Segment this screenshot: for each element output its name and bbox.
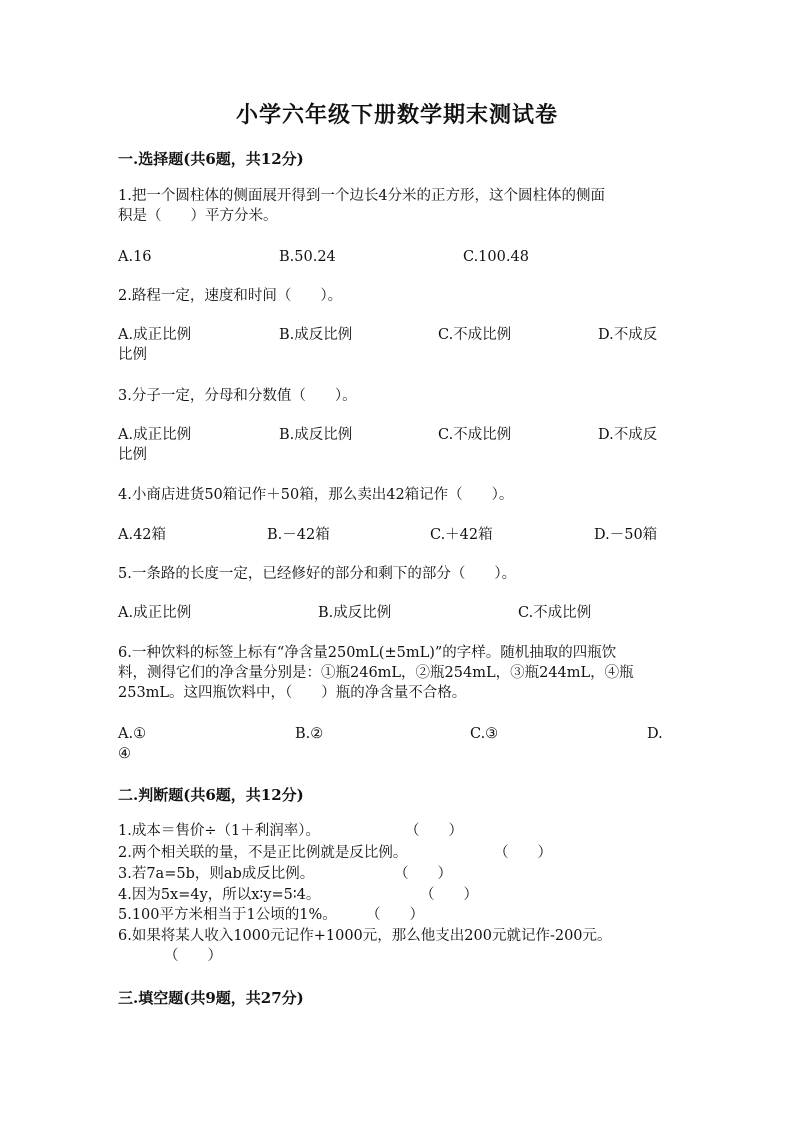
judge-item-2: 2.两个相关联的量，不是正比例就是反比例。 bbox=[118, 845, 408, 861]
q2-option-d-wrap: 比例 bbox=[118, 347, 147, 363]
q1-option-a: A.16 bbox=[118, 249, 152, 265]
judge-item-3-blank[interactable]: （ ） bbox=[394, 866, 452, 882]
judge-item-6-blank[interactable]: （ ） bbox=[164, 948, 222, 964]
q1-option-c: C.100.48 bbox=[463, 249, 529, 265]
q3-option-d: D.不成反 bbox=[598, 427, 658, 443]
q5-stem: 5.一条路的长度一定，已经修好的部分和剩下的部分（ ）。 bbox=[118, 566, 517, 582]
q6-option-c: C.③ bbox=[470, 726, 499, 742]
page-title: 小学六年级下册数学期末测试卷 bbox=[235, 102, 558, 128]
judge-item-4: 4.因为5x=4y，所以x∶y=5∶4。 bbox=[118, 887, 321, 903]
q2-option-b: B.成反比例 bbox=[279, 327, 353, 343]
q2-option-a: A.成正比例 bbox=[118, 327, 192, 343]
judge-item-5-blank[interactable]: （ ） bbox=[366, 907, 424, 923]
q4-option-b: B.－42箱 bbox=[267, 527, 330, 543]
q1-stem-line2: 积是（ ）平方分米。 bbox=[118, 208, 278, 224]
judge-item-6: 6.如果将某人收入1000元记作+1000元，那么他支出200元就记作-200元。 bbox=[118, 928, 612, 944]
q5-option-b: B.成反比例 bbox=[318, 605, 392, 621]
judge-item-4-blank[interactable]: （ ） bbox=[420, 887, 478, 903]
q2-option-c: C.不成比例 bbox=[438, 327, 512, 343]
q3-option-a: A.成正比例 bbox=[118, 427, 192, 443]
judge-item-3: 3.若7a=5b，则ab成反比例。 bbox=[118, 866, 315, 882]
q3-option-c: C.不成比例 bbox=[438, 427, 512, 443]
q6-option-a: A.① bbox=[118, 726, 147, 742]
q4-stem: 4.小商店进货50箱记作＋50箱，那么卖出42箱记作（ ）。 bbox=[118, 487, 514, 503]
q3-stem: 3.分子一定，分母和分数值（ ）。 bbox=[118, 388, 357, 404]
q6-stem-line3: 253mL。这四瓶饮料中，（ ）瓶的净含量不合格。 bbox=[118, 685, 467, 701]
section-heading-choice: 一.选择题(共6题，共12分) bbox=[118, 150, 304, 168]
q6-option-d: D. bbox=[647, 726, 663, 742]
q6-option-b: B.② bbox=[295, 726, 324, 742]
q6-stem-line1: 6.一种饮料的标签上标有“净含量250mL(±5mL)”的字样。随机抽取的四瓶饮 bbox=[118, 645, 617, 661]
q4-option-c: C.＋42箱 bbox=[430, 527, 493, 543]
q5-option-c: C.不成比例 bbox=[518, 605, 592, 621]
q2-option-d: D.不成反 bbox=[598, 327, 658, 343]
q4-option-d: D.－50箱 bbox=[594, 527, 658, 543]
judge-item-2-blank[interactable]: （ ） bbox=[494, 845, 552, 861]
judge-item-1-blank[interactable]: （ ） bbox=[405, 823, 463, 839]
q3-option-b: B.成反比例 bbox=[279, 427, 353, 443]
q1-stem-line1: 1.把一个圆柱体的侧面展开得到一个边长4分米的正方形，这个圆柱体的侧面 bbox=[118, 188, 606, 204]
q2-stem: 2.路程一定，速度和时间（ ）。 bbox=[118, 288, 343, 304]
q3-option-d-wrap: 比例 bbox=[118, 447, 147, 463]
judge-item-1: 1.成本＝售价÷（1＋利润率）。 bbox=[118, 823, 320, 839]
section-heading-fill-in: 三.填空题(共9题，共27分) bbox=[118, 989, 304, 1007]
q6-option-d-wrap: ④ bbox=[118, 746, 131, 762]
judge-item-5: 5.100平方米相当于1公顷的1%。 bbox=[118, 907, 337, 923]
q1-option-b: B.50.24 bbox=[279, 249, 336, 265]
q4-option-a: A.42箱 bbox=[118, 527, 167, 543]
section-heading-judgement: 二.判断题(共6题，共12分) bbox=[118, 786, 304, 804]
q5-option-a: A.成正比例 bbox=[118, 605, 192, 621]
q6-stem-line2: 料，测得它们的净含量分别是：①瓶246mL，②瓶254mL，③瓶244mL，④瓶 bbox=[118, 665, 634, 681]
